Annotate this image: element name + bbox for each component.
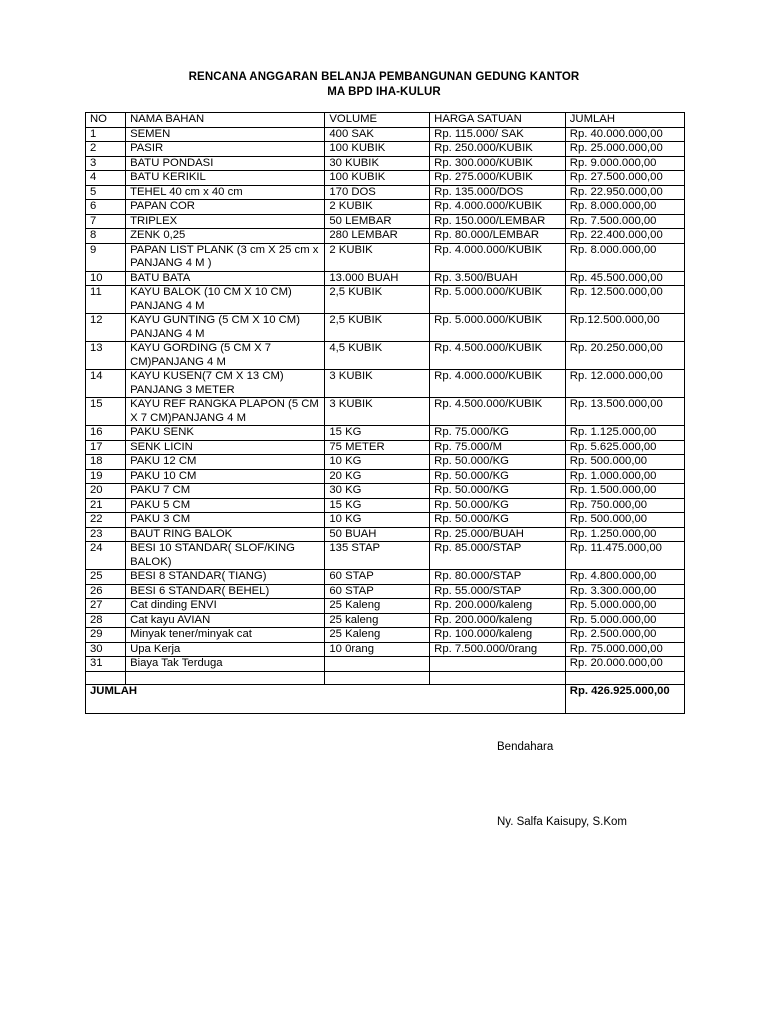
cell-harga-satuan: Rp. 100.000/kaleng: [430, 628, 566, 643]
cell-nama-bahan: KAYU KUSEN(7 CM X 13 CM) PANJANG 3 METER: [126, 370, 325, 398]
cell-volume: 2,5 KUBIK: [325, 314, 430, 342]
cell-nama-bahan: KAYU BALOK (10 CM X 10 CM) PANJANG 4 M: [126, 286, 325, 314]
cell-nama-bahan: BAUT RING BALOK: [126, 527, 325, 542]
cell-volume: [325, 657, 430, 672]
cell-volume: 25 Kaleng: [325, 599, 430, 614]
cell-no: 27: [86, 599, 126, 614]
header-jumlah: JUMLAH: [565, 113, 684, 128]
total-label: JUMLAH: [86, 685, 566, 714]
cell-nama-bahan: PAKU 12 CM: [126, 455, 325, 470]
cell-nama-bahan: PAKU 3 CM: [126, 513, 325, 528]
cell-no: 24: [86, 542, 126, 570]
table-row: [86, 370, 685, 398]
table-row: [86, 171, 685, 186]
cell-nama-bahan: KAYU GUNTING (5 CM X 10 CM) PANJANG 4 M: [126, 314, 325, 342]
cell-harga-satuan: Rp. 150.000/LEMBAR: [430, 214, 566, 229]
cell-jumlah: Rp. 11.475.000,00: [565, 542, 684, 570]
table-row: [86, 613, 685, 628]
cell-no: 31: [86, 657, 126, 672]
cell-nama-bahan: PAKU SENK: [126, 426, 325, 441]
cell-jumlah: Rp. 8.000.000,00: [565, 243, 684, 271]
blank-cell: [86, 671, 126, 685]
cell-jumlah: Rp. 2.500.000,00: [565, 628, 684, 643]
table-row: [86, 599, 685, 614]
cell-volume: 75 METER: [325, 440, 430, 455]
cell-jumlah: Rp. 1.125.000,00: [565, 426, 684, 441]
cell-no: 20: [86, 484, 126, 499]
cell-harga-satuan: Rp. 50.000/KG: [430, 484, 566, 499]
cell-volume: 10 0rang: [325, 642, 430, 657]
document-subtitle: MA BPD IHA-KULUR: [327, 86, 441, 98]
cell-jumlah: Rp. 1.500.000,00: [565, 484, 684, 499]
cell-jumlah: Rp. 25.000.000,00: [565, 142, 684, 157]
table-row: [86, 498, 685, 513]
table-row: [86, 398, 685, 426]
signature-name: Ny. Salfa Kaisupy, S.Kom: [497, 816, 627, 828]
cell-harga-satuan: Rp. 275.000/KUBIK: [430, 171, 566, 186]
cell-jumlah: Rp. 27.500.000,00: [565, 171, 684, 186]
cell-volume: 2 KUBIK: [325, 243, 430, 271]
cell-jumlah: Rp. 22.950.000,00: [565, 185, 684, 200]
cell-volume: 15 KG: [325, 498, 430, 513]
cell-harga-satuan: Rp. 115.000/ SAK: [430, 127, 566, 142]
cell-no: 8: [86, 229, 126, 244]
cell-jumlah: Rp. 5.000.000,00: [565, 613, 684, 628]
cell-no: 11: [86, 286, 126, 314]
table-row: [86, 185, 685, 200]
cell-jumlah: Rp. 1.250.000,00: [565, 527, 684, 542]
cell-no: 16: [86, 426, 126, 441]
cell-nama-bahan: BATU BATA: [126, 271, 325, 286]
cell-no: 23: [86, 527, 126, 542]
table-row: [86, 440, 685, 455]
cell-no: 5: [86, 185, 126, 200]
cell-harga-satuan: Rp. 7.500.000/0rang: [430, 642, 566, 657]
table-header-row: [86, 113, 685, 128]
cell-volume: 50 LEMBAR: [325, 214, 430, 229]
cell-no: 15: [86, 398, 126, 426]
cell-no: 30: [86, 642, 126, 657]
cell-volume: 400 SAK: [325, 127, 430, 142]
cell-volume: 100 KUBIK: [325, 142, 430, 157]
cell-jumlah: Rp. 4.800.000,00: [565, 570, 684, 585]
cell-nama-bahan: BESI 10 STANDAR( SLOF/KING BALOK): [126, 542, 325, 570]
table-row: [86, 657, 685, 672]
cell-no: 29: [86, 628, 126, 643]
blank-cell: [565, 671, 684, 685]
table-row: [86, 628, 685, 643]
table-row: [86, 127, 685, 142]
cell-harga-satuan: Rp. 4.000.000/KUBIK: [430, 243, 566, 271]
cell-nama-bahan: Upa Kerja: [126, 642, 325, 657]
cell-harga-satuan: Rp. 50.000/KG: [430, 455, 566, 470]
cell-nama-bahan: SENK LICIN: [126, 440, 325, 455]
cell-volume: 2,5 KUBIK: [325, 286, 430, 314]
header-volume: VOLUME: [325, 113, 430, 128]
cell-no: 9: [86, 243, 126, 271]
cell-jumlah: Rp. 12.000.000,00: [565, 370, 684, 398]
cell-volume: 4,5 KUBIK: [325, 342, 430, 370]
cell-nama-bahan: Cat kayu AVIAN: [126, 613, 325, 628]
blank-row: [86, 671, 685, 685]
cell-nama-bahan: PAPAN COR: [126, 200, 325, 215]
cell-jumlah: Rp. 3.300.000,00: [565, 584, 684, 599]
cell-no: 13: [86, 342, 126, 370]
cell-volume: 170 DOS: [325, 185, 430, 200]
cell-nama-bahan: PAKU 7 CM: [126, 484, 325, 499]
cell-jumlah: Rp. 22.400.000,00: [565, 229, 684, 244]
table-row: [86, 513, 685, 528]
cell-harga-satuan: Rp. 4.000.000/KUBIK: [430, 200, 566, 215]
total-value: Rp. 426.925.000,00: [565, 685, 684, 714]
cell-harga-satuan: Rp. 250.000/KUBIK: [430, 142, 566, 157]
cell-nama-bahan: BATU KERIKIL: [126, 171, 325, 186]
cell-nama-bahan: Biaya Tak Terduga: [126, 657, 325, 672]
cell-jumlah: Rp. 7.500.000,00: [565, 214, 684, 229]
cell-harga-satuan: Rp. 25.000/BUAH: [430, 527, 566, 542]
cell-volume: 10 KG: [325, 513, 430, 528]
cell-no: 19: [86, 469, 126, 484]
table-row: [86, 200, 685, 215]
cell-jumlah: Rp. 40.000.000,00: [565, 127, 684, 142]
cell-volume: 25 kaleng: [325, 613, 430, 628]
cell-volume: 15 KG: [325, 426, 430, 441]
table-row: [86, 584, 685, 599]
cell-no: 1: [86, 127, 126, 142]
cell-nama-bahan: PAKU 5 CM: [126, 498, 325, 513]
cell-no: 10: [86, 271, 126, 286]
cell-no: 25: [86, 570, 126, 585]
cell-nama-bahan: KAYU GORDING (5 CM X 7 CM)PANJANG 4 M: [126, 342, 325, 370]
cell-nama-bahan: TRIPLEX: [126, 214, 325, 229]
cell-harga-satuan: Rp. 5.000.000/KUBIK: [430, 314, 566, 342]
cell-volume: 100 KUBIK: [325, 171, 430, 186]
cell-harga-satuan: Rp. 80.000/LEMBAR: [430, 229, 566, 244]
cell-no: 3: [86, 156, 126, 171]
cell-jumlah: Rp. 75.000.000,00: [565, 642, 684, 657]
cell-volume: 135 STAP: [325, 542, 430, 570]
cell-volume: 60 STAP: [325, 584, 430, 599]
cell-volume: 2 KUBIK: [325, 200, 430, 215]
cell-harga-satuan: Rp. 80.000/STAP: [430, 570, 566, 585]
cell-nama-bahan: Minyak tener/minyak cat: [126, 628, 325, 643]
cell-harga-satuan: Rp. 50.000/KG: [430, 498, 566, 513]
cell-no: 21: [86, 498, 126, 513]
table-row: [86, 271, 685, 286]
cell-jumlah: Rp. 20.250.000,00: [565, 342, 684, 370]
cell-nama-bahan: Cat dinding ENVI: [126, 599, 325, 614]
table-row: [86, 142, 685, 157]
cell-volume: 10 KG: [325, 455, 430, 470]
cell-no: 28: [86, 613, 126, 628]
cell-volume: 280 LEMBAR: [325, 229, 430, 244]
cell-volume: 20 KG: [325, 469, 430, 484]
cell-volume: 13.000 BUAH: [325, 271, 430, 286]
cell-harga-satuan: Rp. 4.000.000/KUBIK: [430, 370, 566, 398]
cell-nama-bahan: BESI 8 STANDAR( TIANG): [126, 570, 325, 585]
cell-no: 17: [86, 440, 126, 455]
header-nama-bahan: NAMA BAHAN: [126, 113, 325, 128]
cell-harga-satuan: Rp. 135.000/DOS: [430, 185, 566, 200]
header-harga-satuan: HARGA SATUAN: [430, 113, 566, 128]
cell-harga-satuan: Rp. 4.500.000/KUBIK: [430, 398, 566, 426]
cell-nama-bahan: PAPAN LIST PLANK (3 cm X 25 cm x PANJANG 4 M ): [126, 243, 325, 271]
table-row: [86, 469, 685, 484]
cell-no: 26: [86, 584, 126, 599]
table-row: [86, 426, 685, 441]
cell-volume: 30 KG: [325, 484, 430, 499]
cell-nama-bahan: TEHEL 40 cm x 40 cm: [126, 185, 325, 200]
table-row: [86, 542, 685, 570]
table-row: [86, 229, 685, 244]
cell-no: 2: [86, 142, 126, 157]
cell-no: 6: [86, 200, 126, 215]
cell-nama-bahan: BATU PONDASI: [126, 156, 325, 171]
blank-cell: [325, 671, 430, 685]
cell-harga-satuan: Rp. 200.000/kaleng: [430, 613, 566, 628]
cell-volume: 30 KUBIK: [325, 156, 430, 171]
cell-jumlah: Rp. 45.500.000,00: [565, 271, 684, 286]
cell-harga-satuan: Rp. 85.000/STAP: [430, 542, 566, 570]
cell-harga-satuan: Rp. 75.000/M: [430, 440, 566, 455]
cell-nama-bahan: SEMEN: [126, 127, 325, 142]
cell-no: 12: [86, 314, 126, 342]
blank-cell: [430, 671, 566, 685]
document-title: RENCANA ANGGARAN BELANJA PEMBANGUNAN GEDUNG KANTOR: [188, 71, 580, 83]
cell-volume: 50 BUAH: [325, 527, 430, 542]
cell-jumlah: Rp. 13.500.000,00: [565, 398, 684, 426]
table-row: [86, 484, 685, 499]
cell-volume: 3 KUBIK: [325, 398, 430, 426]
table-row: [86, 642, 685, 657]
table-row: [86, 342, 685, 370]
cell-jumlah: Rp. 500.000,00: [565, 455, 684, 470]
cell-harga-satuan: Rp. 50.000/KG: [430, 513, 566, 528]
table-row: [86, 527, 685, 542]
cell-nama-bahan: ZENK 0,25: [126, 229, 325, 244]
cell-harga-satuan: Rp. 75.000/KG: [430, 426, 566, 441]
signature-role: Bendahara: [497, 741, 554, 753]
cell-jumlah: Rp. 5.625.000,00: [565, 440, 684, 455]
table-row: [86, 243, 685, 271]
cell-jumlah: Rp. 9.000.000,00: [565, 156, 684, 171]
cell-nama-bahan: PAKU 10 CM: [126, 469, 325, 484]
blank-cell: [126, 671, 325, 685]
cell-harga-satuan: Rp. 3.500/BUAH: [430, 271, 566, 286]
cell-jumlah: Rp.12.500.000,00: [565, 314, 684, 342]
table-row: [86, 455, 685, 470]
cell-jumlah: Rp. 500.000,00: [565, 513, 684, 528]
table-row: [86, 570, 685, 585]
table-row: [86, 156, 685, 171]
cell-jumlah: Rp. 8.000.000,00: [565, 200, 684, 215]
cell-no: 7: [86, 214, 126, 229]
header-no: NO: [86, 113, 126, 128]
cell-harga-satuan: [430, 657, 566, 672]
cell-no: 18: [86, 455, 126, 470]
table-row: [86, 314, 685, 342]
cell-nama-bahan: BESI 6 STANDAR( BEHEL): [126, 584, 325, 599]
budget-table: [85, 112, 685, 714]
cell-harga-satuan: Rp. 300.000/KUBIK: [430, 156, 566, 171]
cell-jumlah: Rp. 20.000.000,00: [565, 657, 684, 672]
cell-no: 14: [86, 370, 126, 398]
cell-jumlah: Rp. 12.500.000,00: [565, 286, 684, 314]
cell-harga-satuan: Rp. 50.000/KG: [430, 469, 566, 484]
cell-harga-satuan: Rp. 5.000.000/KUBIK: [430, 286, 566, 314]
table-row: [86, 214, 685, 229]
cell-volume: 3 KUBIK: [325, 370, 430, 398]
cell-jumlah: Rp. 750.000,00: [565, 498, 684, 513]
cell-harga-satuan: Rp. 55.000/STAP: [430, 584, 566, 599]
cell-volume: 25 Kaleng: [325, 628, 430, 643]
cell-harga-satuan: Rp. 4.500.000/KUBIK: [430, 342, 566, 370]
cell-jumlah: Rp. 1.000.000,00: [565, 469, 684, 484]
cell-volume: 60 STAP: [325, 570, 430, 585]
table-row: [86, 286, 685, 314]
total-row: [86, 685, 685, 714]
cell-jumlah: Rp. 5.000.000,00: [565, 599, 684, 614]
cell-nama-bahan: KAYU REF RANGKA PLAPON (5 CM X 7 CM)PANJANG 4 M: [126, 398, 325, 426]
cell-harga-satuan: Rp. 200.000/kaleng: [430, 599, 566, 614]
cell-no: 4: [86, 171, 126, 186]
cell-no: 22: [86, 513, 126, 528]
cell-nama-bahan: PASIR: [126, 142, 325, 157]
